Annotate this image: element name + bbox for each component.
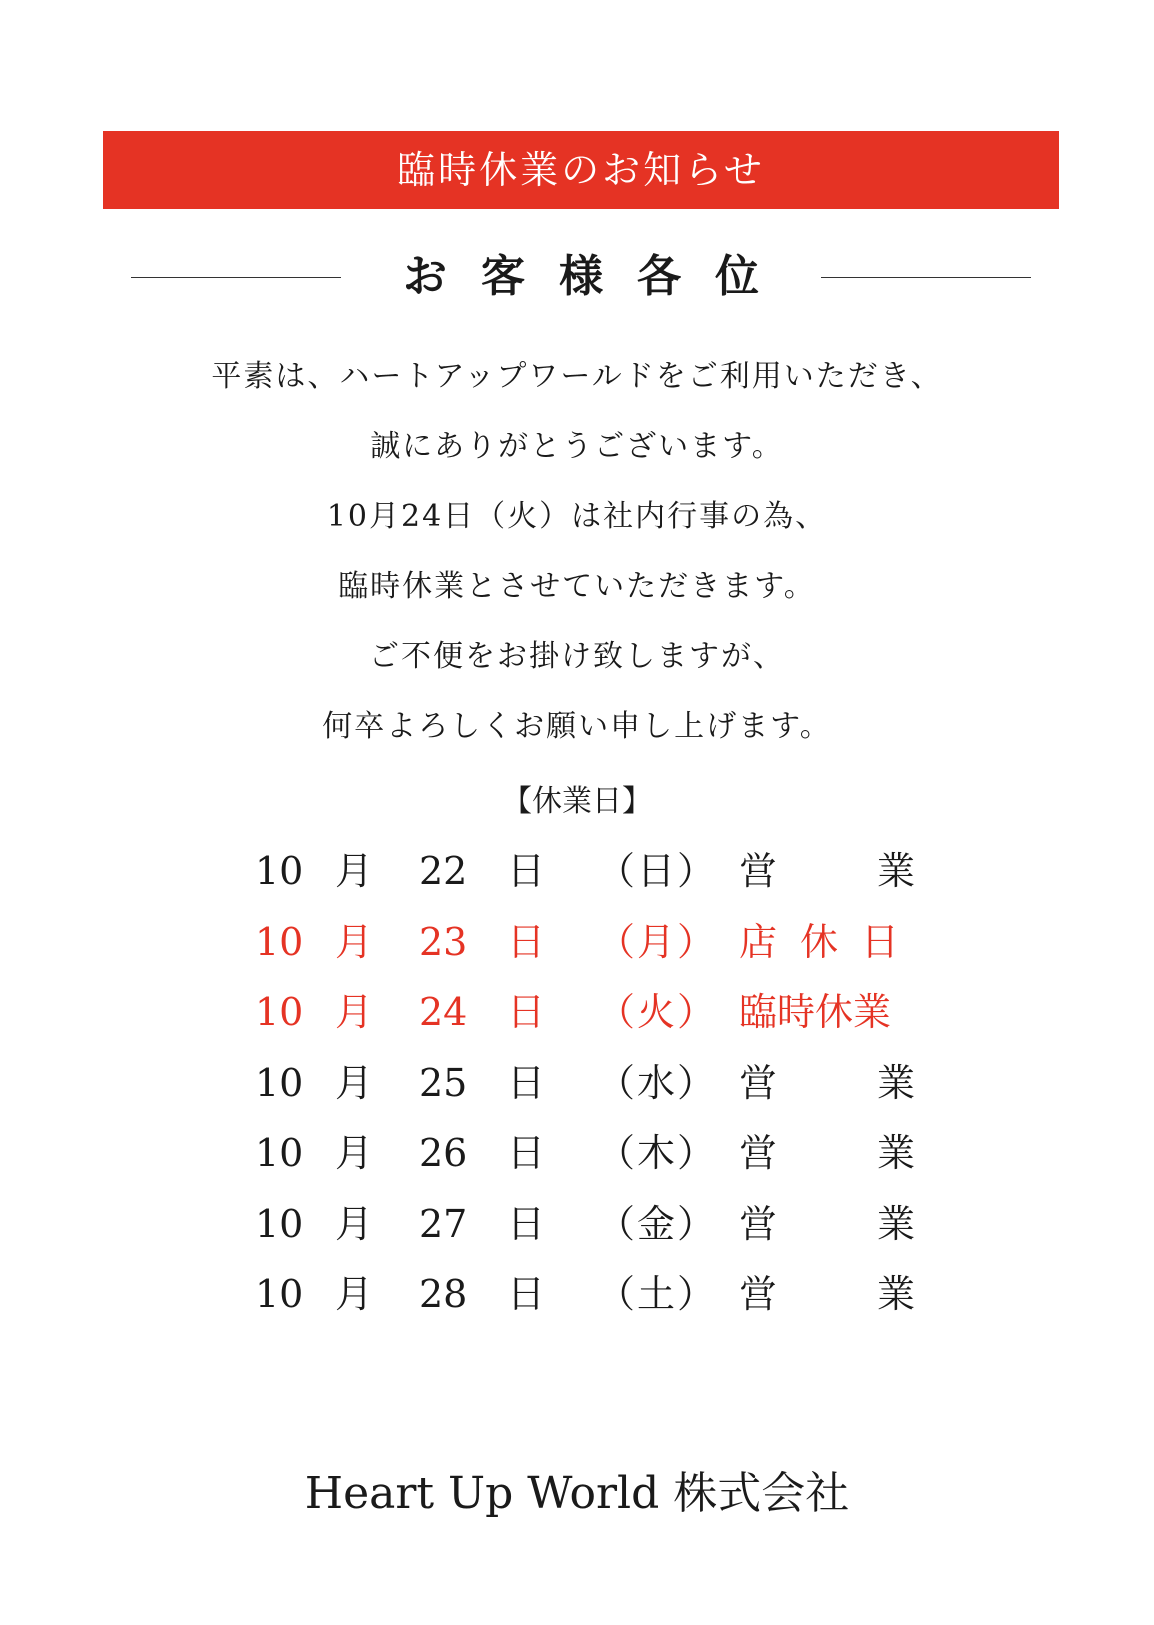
schedule-month: 10 xyxy=(255,1272,304,1316)
message-line: 臨時休業とさせていただきます。 xyxy=(338,569,816,604)
schedule-day-label: 日 xyxy=(507,1201,546,1246)
schedule-day: 24 xyxy=(419,990,468,1034)
notice-banner xyxy=(103,131,1059,209)
schedule-month-label: 月 xyxy=(335,1201,374,1246)
schedule-status-text: 営 業 xyxy=(739,1272,915,1316)
schedule-month-label: 月 xyxy=(335,990,374,1034)
schedule-day-label: 日 xyxy=(507,849,546,893)
schedule-status xyxy=(739,977,915,1048)
schedule-status xyxy=(739,1048,915,1119)
schedule-day: 23 xyxy=(419,919,468,964)
schedule-day: 27 xyxy=(419,1201,468,1246)
schedule-month-label: 月 xyxy=(335,1272,374,1316)
schedule-row xyxy=(255,836,915,907)
schedule-month-label: 月 xyxy=(335,1060,374,1105)
schedule-weekday: （金） xyxy=(597,1201,718,1246)
schedule-weekday: （水） xyxy=(597,1060,718,1105)
schedule-day: 22 xyxy=(419,849,468,893)
schedule-weekday: （土） xyxy=(597,1272,718,1316)
message-line: 10月24日（火）は社内行事の為、 xyxy=(326,499,828,534)
schedule-month: 10 xyxy=(255,919,304,964)
schedule-day-label: 日 xyxy=(507,919,546,964)
salutation: お客様各位 xyxy=(403,251,793,302)
message-line: 平素は、ハートアップワールドをご利用いただき、 xyxy=(211,359,943,394)
schedule-month-label: 月 xyxy=(335,1131,374,1175)
schedule-row xyxy=(255,1259,915,1330)
schedule-day-label: 日 xyxy=(507,1060,546,1105)
schedule-month-label: 月 xyxy=(335,919,374,964)
schedule-row xyxy=(255,977,915,1048)
schedule-row xyxy=(255,1048,915,1119)
schedule-status-text: 臨時休業 xyxy=(739,990,892,1034)
schedule-month-label: 月 xyxy=(335,849,374,893)
schedule-table xyxy=(255,836,915,1330)
message-line: ご不便をお掛け致しますが、 xyxy=(369,639,785,674)
schedule-day-label: 日 xyxy=(507,990,546,1034)
schedule-status-text: 営 業 xyxy=(739,1131,915,1175)
schedule-weekday: （日） xyxy=(597,849,718,893)
schedule-status-text: 営 業 xyxy=(739,849,915,893)
schedule-status-text: 営 業 xyxy=(739,1060,915,1105)
schedule-weekday: （月） xyxy=(597,919,718,964)
schedule-status-text: 営 業 xyxy=(739,1201,915,1246)
company-name: Heart Up World 株式会社 xyxy=(304,1468,850,1519)
schedule-row xyxy=(255,907,915,978)
schedule-row xyxy=(255,1189,915,1260)
salutation-row xyxy=(131,246,1031,308)
schedule-weekday: （木） xyxy=(597,1131,718,1175)
schedule-month: 10 xyxy=(255,990,304,1034)
schedule-status xyxy=(739,1189,915,1260)
schedule-day-label: 日 xyxy=(507,1272,546,1316)
notice-message xyxy=(0,342,1154,762)
schedule-weekday: （火） xyxy=(597,990,718,1034)
message-line: 誠にありがとうございます。 xyxy=(370,429,784,464)
schedule-day: 28 xyxy=(419,1272,468,1316)
schedule-status xyxy=(739,836,915,907)
schedule-day-label: 日 xyxy=(507,1131,546,1175)
notice-title: 臨時休業のお知らせ xyxy=(397,148,765,192)
schedule-status xyxy=(739,1259,915,1330)
message-line: 何卒よろしくお願い申し上げます。 xyxy=(322,709,832,744)
schedule-row xyxy=(255,1118,915,1189)
schedule-status xyxy=(739,1118,915,1189)
schedule-month: 10 xyxy=(255,1060,304,1105)
closed-days-heading: 【休業日】 xyxy=(502,784,652,819)
right-divider xyxy=(821,277,1031,278)
schedule-month: 10 xyxy=(255,849,304,893)
schedule-day: 26 xyxy=(419,1131,468,1175)
schedule-day: 25 xyxy=(419,1060,468,1105)
schedule-status-text: 店 休 日 xyxy=(739,919,899,964)
schedule-month: 10 xyxy=(255,1201,304,1246)
schedule-month: 10 xyxy=(255,1131,304,1175)
schedule-status xyxy=(739,907,915,978)
left-divider xyxy=(131,277,341,278)
